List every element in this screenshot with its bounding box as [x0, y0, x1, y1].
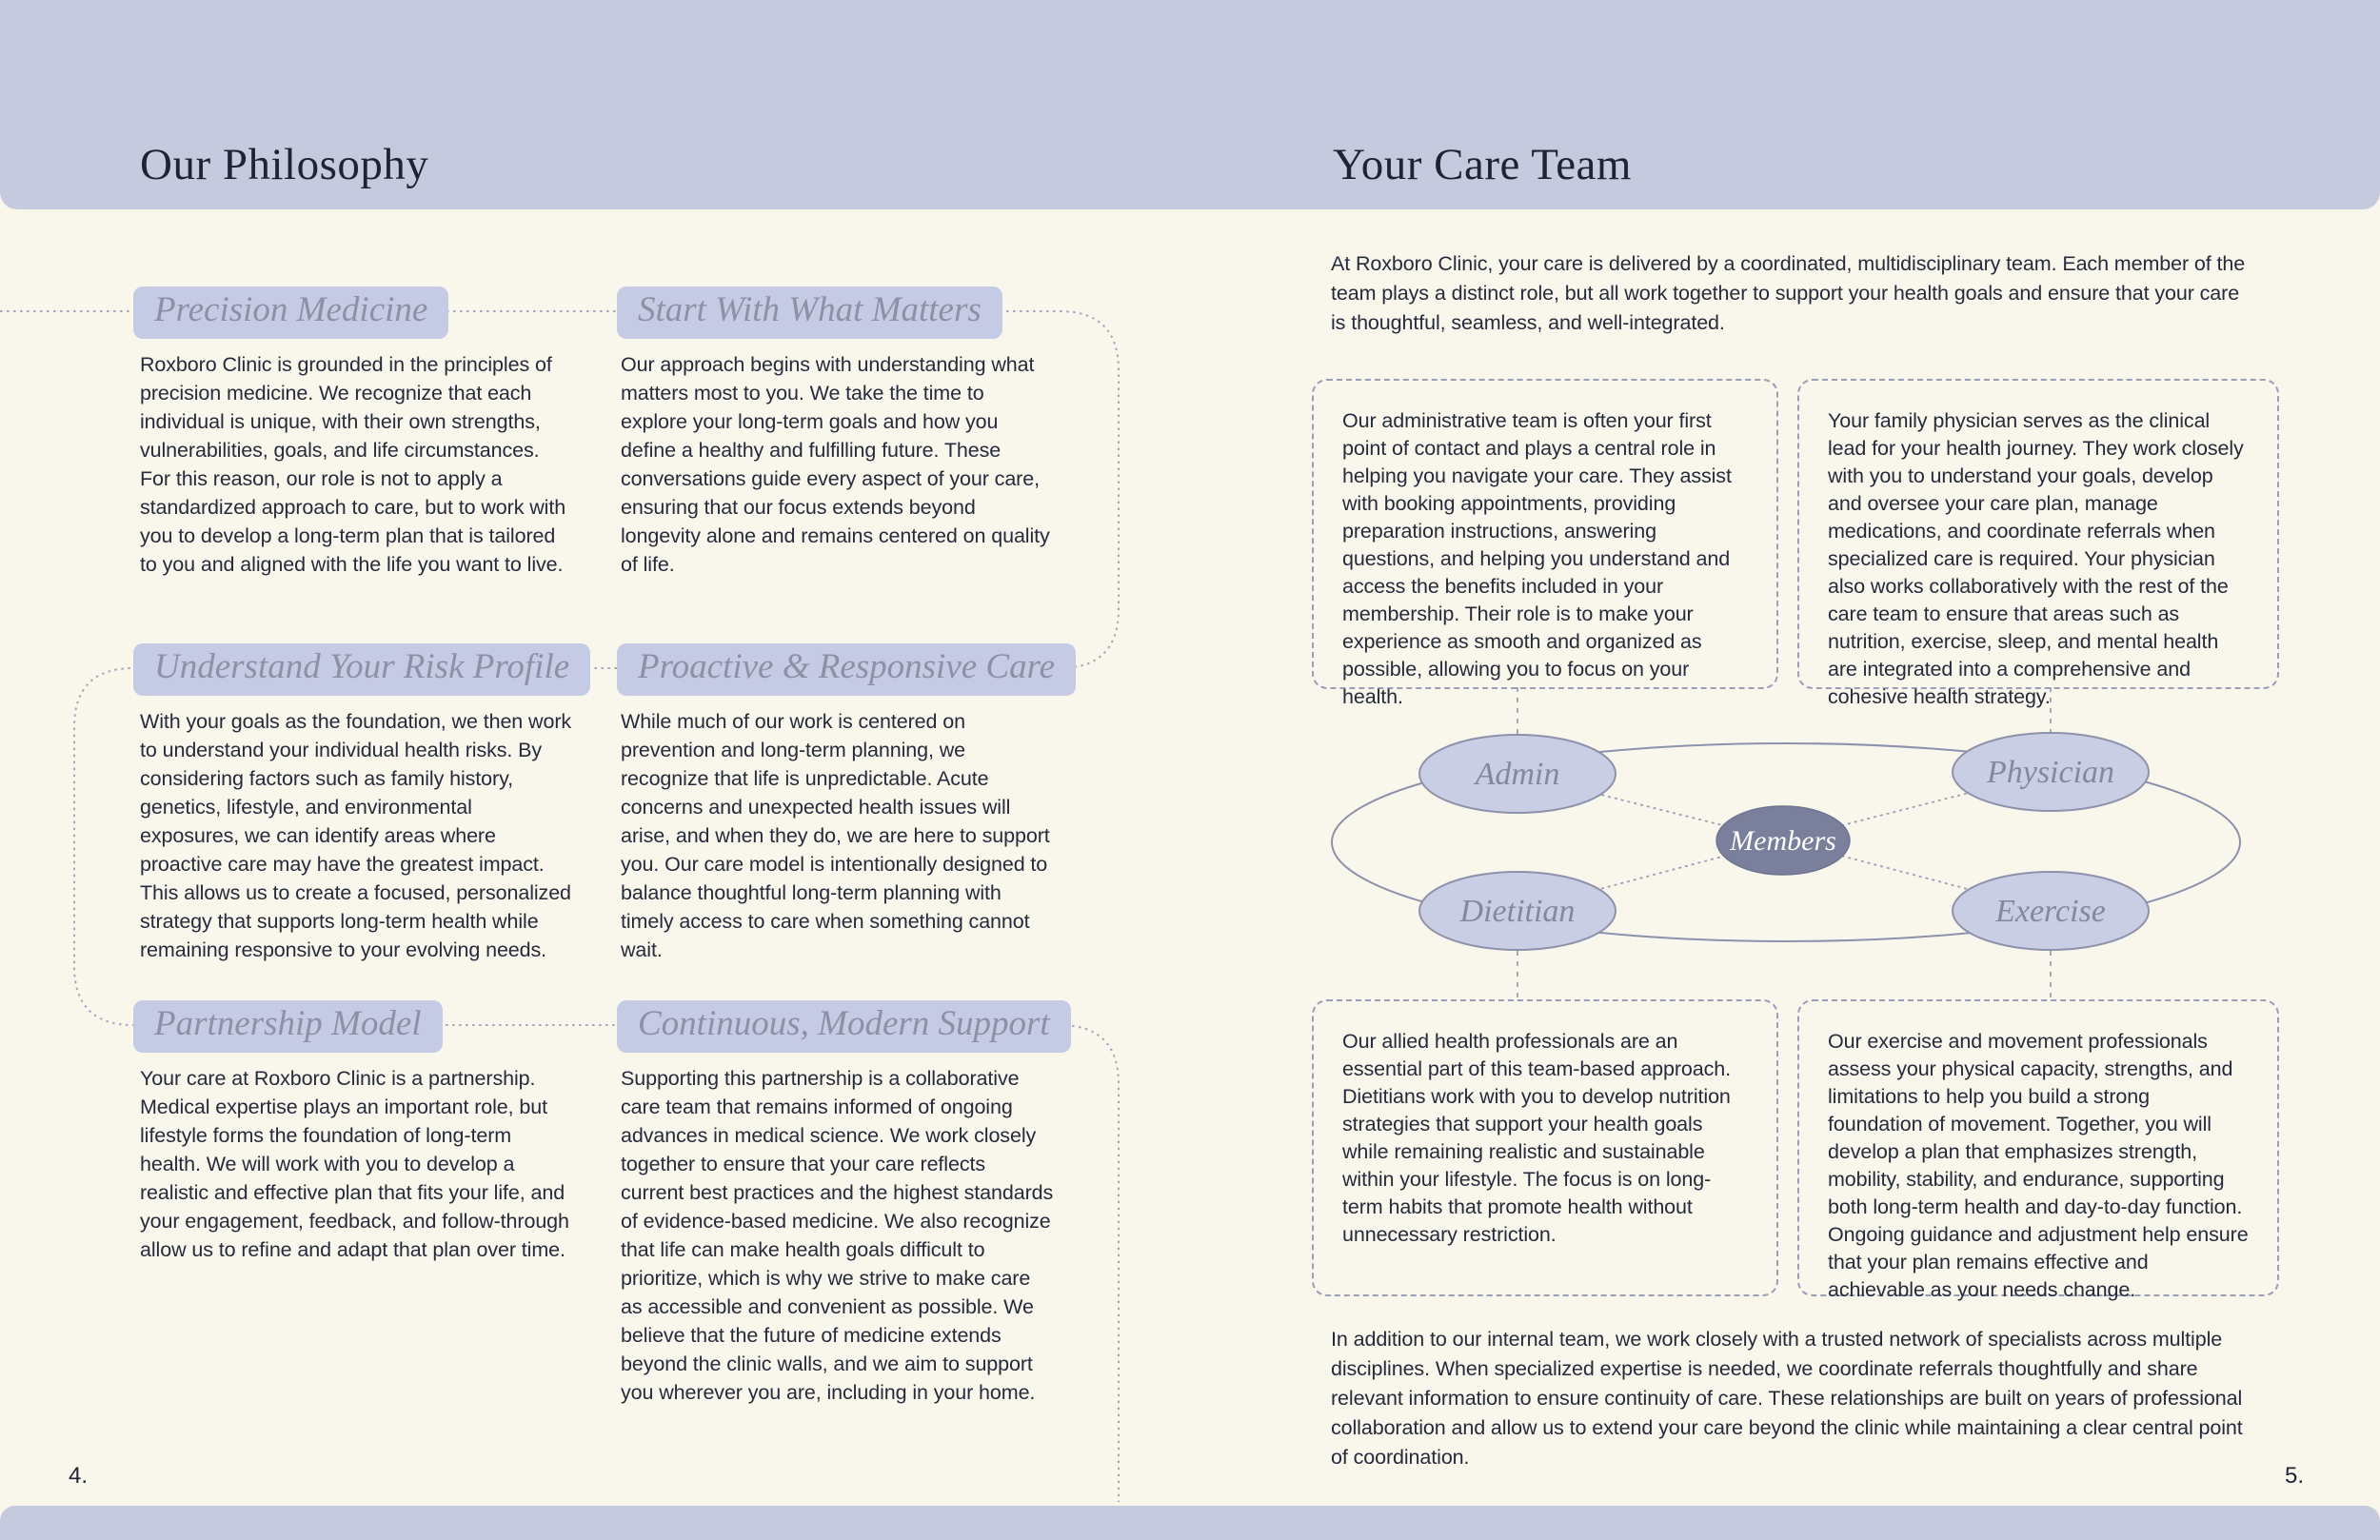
exercise-team-box: Our exercise and movement professionals assess your physical capacity, strengths, and limitations to help you build a strong foundation of movement. Together, you will develop a plan that emphasizes strength, mobility, stability, and endurance, supporting both long-term health and day-to-day function. Ongoing guidance and adjustment help ensure that your plan remains effective and achievable as your needs change. [1797, 999, 2279, 1296]
section-heading-proactive-responsive-care: Proactive & Responsive Care [617, 643, 1076, 696]
section-body-proactive-responsive-care: While much of our work is centered on prevention and long-term planning, we recognize that life is unpredictable. Acute concerns and unexpected health issues will arise, and when they do, we are here to support you. Our care model is intentionally designed to balance thoughtful long-term planning with timely access to care when something cannot wait. [621, 710, 1050, 961]
page-title-our-philosophy: Our Philosophy [140, 140, 429, 189]
node-label-exercise: Exercise [1995, 894, 2106, 929]
page-number-right: 5. [2285, 1463, 2305, 1489]
section-heading-understand-your-risk-profile: Understand Your Risk Profile [133, 643, 590, 696]
section-heading-partnership-model: Partnership Model [133, 1000, 443, 1053]
admin-team-box: Our administrative team is often your first point of contact and plays a central role in helping you navigate your care. They assist with booking appointments, providing preparation instructions, answering questions, and helping you understand and access the benefits included in your membership. Their role is to make your experience as smooth and organized as possible, allowing you to focus on your health. [1312, 379, 1778, 689]
care-team-intro: At Roxboro Clinic, your care is delivered by a coordinated, multidisciplinary team. Each member of the team plays a distinct role, but all work together to support your health goals and ensure that your care is thoughtful, seamless, and well-integrated. [1331, 252, 2246, 334]
physician-team-box: Your family physician serves as the clinical lead for your health journey. They work closely with you to understand your goals, develop and oversee your care plan, manage medications, and coordinate referrals when specialized care is required. Your physician also works collaboratively with the rest of the care team to ensure that areas such as nutrition, exercise, sleep, and mental health are integrated into a comprehensive and cohesive health strategy. [1797, 379, 2279, 689]
section-body-precision-medicine: Roxboro Clinic is grounded in the principles of precision medicine. We recognize that each individual is unique, with their own strengths, vulnerabilities, goals, and life circumstances. For this reason, our role is not to apply a standardized approach to care, but to work with you to develop a long-term plan that is tailored to you and aligned with the life you want to live. [140, 353, 566, 576]
care-team-outro: In addition to our internal team, we work closely with a trusted network of specialists across multiple disciplines. When specialized expertise is needed, we coordinate referrals thoughtfully and share relevant information to ensure continuity of care. These relationships are built on years of professional collaboration and allow us to extend your care beyond the clinic while maintaining a clear central point of coordination. [1331, 1328, 2243, 1469]
footer-band [0, 1506, 2380, 1540]
care-team-diagram [1314, 685, 2294, 1003]
section-body-continuous-modern-support: Supporting this partnership is a collaborative care team that remains informed of ongoing advances in medical science. We work closely together to ensure that your care reflects current best practices and the highest standards of evidence-based medicine. We also recognize that life can make health goals difficult to prioritize, which is why we strive to make care as accessible and convenient as possible. We believe that the future of medicine extends beyond the clinic walls, and we aim to support you wherever you are, including in your home. [621, 1067, 1054, 1404]
page-number-left: 4. [69, 1463, 89, 1489]
section-body-partnership-model: Your care at Roxboro Clinic is a partnership. Medical expertise plays an important role, but lifestyle forms the foundation of long-term health. We will work with you to develop a realistic and effective plan that fits your life, and your engagement, feedback, and follow-through allow us to refine and adapt that plan over time. [140, 1067, 569, 1261]
section-heading-start-with-what-matters: Start With What Matters [617, 286, 1002, 339]
section-body-start-with-what-matters: Our approach begins with understanding what matters most to you. We take the time to explore your long-term goals and how you define a healthy and fulfilling future. These conversations guide every aspect of your care, ensuring that our focus extends beyond longevity alone and remains centered on quality of life. [621, 353, 1050, 576]
page-title-your-care-team: Your Care Team [1333, 140, 1632, 189]
section-heading-precision-medicine: Precision Medicine [133, 286, 448, 339]
section-heading-continuous-modern-support: Continuous, Modern Support [617, 1000, 1071, 1053]
dietitian-team-box: Our allied health professionals are an essential part of this team-based approach. Dietitians work with you to develop nutrition strategies that support your health goals while remaining realistic and sustainable within your lifestyle. The focus is on long-term habits that promote health without unnecessary restriction. [1312, 999, 1778, 1296]
node-label-members: Members [1730, 825, 1836, 857]
node-label-dietitian: Dietitian [1459, 894, 1576, 929]
node-label-physician: Physician [1986, 755, 2115, 790]
section-body-understand-your-risk-profile: With your goals as the foundation, we then work to understand your individual health risks. By considering factors such as family history, genetics, lifestyle, and environmental exposures, we can identify areas where proactive care may have the greatest impact. This allows us to create a focused, personalized strategy that supports long-term health while remaining responsive to your evolving needs. [140, 710, 572, 961]
node-label-admin: Admin [1475, 757, 1560, 792]
